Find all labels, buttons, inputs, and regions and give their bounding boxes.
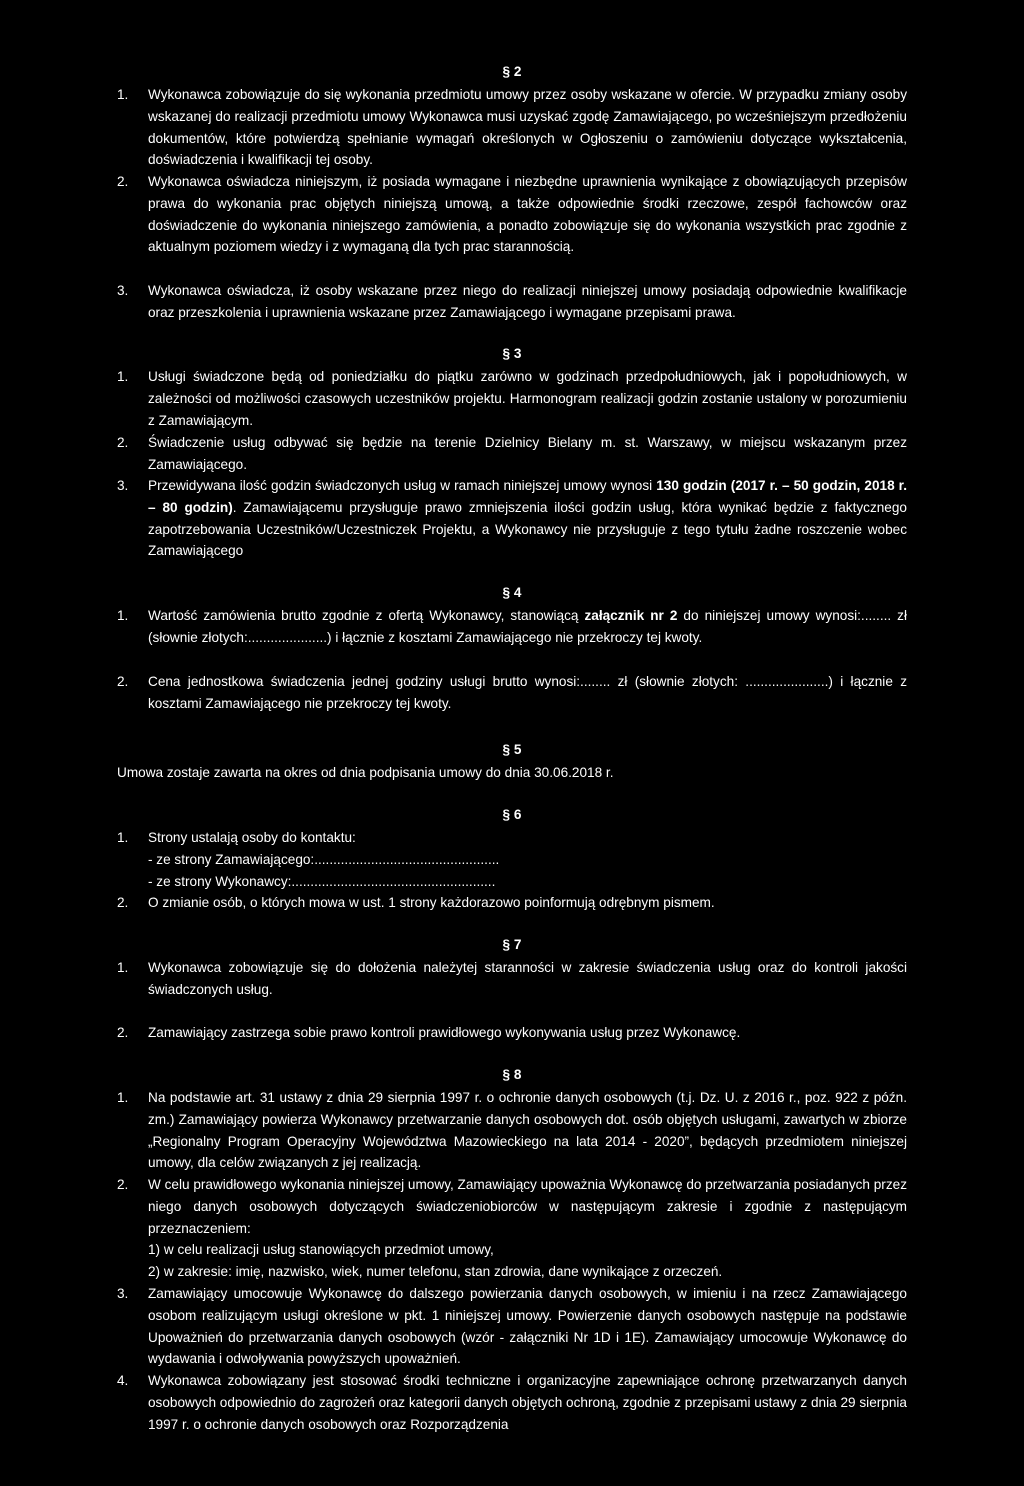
item-number: 2. [117,435,129,450]
item-text: Cena jednostkowa świadczenia jednej godziny usługi brutto wynosi:........ zł (słownie złotych: ......................) i łącznie z kosztami Zamawiającego nie przekroczy tej kwoty. [148,674,907,711]
section-7-item-1 [117,957,907,1001]
section-8-item-2 [117,1174,907,1283]
section-6-heading: § 6 [502,807,522,822]
item-text: Wykonawca zobowiązuje się do dołożenia należytej staranności w zakresie świadczenia usług oraz do kontroli jakości świadczonych usług. [148,960,907,997]
section-8-item-1 [117,1087,907,1174]
section-6-item-2 [117,892,907,914]
section-6-item-1 [117,827,907,892]
item-number: 1. [117,369,129,384]
section-2-item-1 [117,84,907,171]
section-3-item-3 [117,475,907,562]
item-text: O zmianie osób, o których mowa w ust. 1 strony każdorazowo poinformują odrębnym pismem. [148,895,715,910]
item-text-part: Wartość zamówienia brutto zgodnie z ofertą Wykonawcy, stanowiącą [148,608,585,623]
item-number: 2. [117,895,129,910]
section-7-item-2 [117,1022,907,1044]
section-2-heading: § 2 [502,64,522,79]
section-3-item-1 [117,366,907,431]
item-text: Wykonawca oświadcza, iż osoby wskazane przez niego do realizacji niniejszej umowy posiadają odpowiednie kwalifikacje oraz przeszkolenia i uprawnienia wskazane przez Zamawiającego i wymagane przepisami prawa. [148,283,907,320]
purpose-line-1: 1) w celu realizacji usług stanowiących przedmiot umowy, [148,1242,494,1258]
contact-contractor-line: - ze strony Wykonawcy:...................................................... [148,873,496,889]
section-4-heading: § 4 [502,585,522,600]
item-text: Zamawiający zastrzega sobie prawo kontroli prawidłowego wykonywania usług przez Wykonawcę. [148,1025,741,1040]
item-number: 3. [117,478,129,493]
item-text-part: . Zamawiającemu przysługuje prawo zmniejszenia ilości godzin usług, która wynikać będzie z faktycznego zapotrzebowania Uczestników/Uczestniczek Projektu, a Wykonawcy nie przysługuje z tego tytułu żadne roszczenie wobec Zamawiającego [148,499,907,559]
section-5-heading: § 5 [502,742,522,757]
item-text [148,605,907,649]
item-number: 3. [117,1286,129,1301]
item-text: W celu prawidłowego wykonania niniejszej umowy, Zamawiający upoważnia Wykonawcę do przetwarzania posiadanych przez niego danych osobowych dotyczących świadczeniobiorców w następującym zakresie i zgodnie z następującym przeznaczeniem: [148,1177,907,1236]
item-text: Strony ustalają osoby do kontaktu: [148,830,356,845]
section-3-heading: § 3 [502,346,522,361]
item-text: Na podstawie art. 31 ustawy z dnia 29 sierpnia 1997 r. o ochronie danych osobowych (t.j. Dz. U. z 2016 r., poz. 922 z późn. zm.) Zamawiający powierza Wykonawcy przetwarzanie danych osobowych dot. osób objętych usługami, zawartych w zbiorze „Regionalny Program Operacyjny Województwa Mazowieckiego na lata 2014 - 2020”, będących przedmiotem niniejszej umowy, dla celów związanych z jej realizacją. [148,1090,907,1171]
purpose-line-2: 2) w zakresie: imię, nazwisko, wiek, numer telefonu, stan zdrowia, dane wynikające z orzeczeń. [148,1264,723,1280]
item-text [148,475,907,562]
item-text: Usługi świadczone będą od poniedziałku do piątku zarówno w godzinach przedpołudniowych, jak i popołudniowych, w zależności od możliwości czasowych uczestników projektu. Harmonogram realizacji godzin zostanie ustalony w porozumieniu z Zamawiającym. [148,369,907,428]
item-number: 1. [117,1090,129,1105]
section-4-item-2 [117,671,907,715]
item-text: Świadczenie usług odbywać się będzie na terenie Dzielnicy Bielany m. st. Warszawy, w miejscu wskazanym przez Zamawiającego. [148,435,907,472]
item-text: Wykonawca zobowiązany jest stosować środki techniczne i organizacyjne zapewniające ochronę przetwarzanych danych osobowych odpowiednio do zagrożeń oraz kategorii danych objętych ochroną, zgodnie z przepisami ustawy z dnia 29 sierpnia 1997 r. o ochronie danych osobowych oraz Rozporządzenia [148,1373,907,1432]
contact-employer-line: - ze strony Zamawiającego:................................................. [148,851,500,867]
item-number: 2. [117,674,129,689]
section-8-heading: § 8 [502,1067,522,1082]
section-8-item-4 [117,1370,907,1435]
section-8-item-3 [117,1283,907,1370]
item-text-part: do niniejszej umowy wynosi:........ zł (słownie złotych:.....................) i łącznie z kosztami Zamawiającego nie przekroczy tej kwoty. [148,608,907,645]
hours-emphasis: 130 godzin (2017 r. – 50 godzin, 2018 r. – 80 godzin) [148,478,907,515]
section-4-item-1 [117,605,907,649]
attachment-emphasis: załącznik nr 2 [584,608,678,623]
item-number: 2. [117,1177,129,1192]
item-number: 4. [117,1373,129,1388]
item-text: Zamawiający umocowuje Wykonawcę do dalszego powierzania danych osobowych, w imieniu i na rzecz Zamawiającego osobom realizującym usługi określone w pkt. 1 niniejszej umowy. Powierzenie danych osobowych następuje na podstawie Upoważnień do przetwarzania danych osobowych (wzór - załączniki Nr 1D i 1E). Zamawiający umocowuje Wykonawcę do wydawania i odwoływania powyższych upoważnień. [148,1286,907,1367]
section-2-item-3 [117,280,907,324]
section-3-item-2 [117,432,907,476]
item-number: 1. [117,87,129,102]
item-number: 1. [117,830,129,845]
item-number: 2. [117,1025,129,1040]
item-number: 3. [117,283,129,298]
item-text-part: Przewidywana ilość godzin świadczonych usług w ramach niniejszej umowy wynosi [148,478,657,493]
item-text: Wykonawca zobowiązuje do się wykonania przedmiotu umowy przez osoby wskazane w ofercie. W przypadku zmiany osoby wskazanej do realizacji przedmiotu umowy Wykonawca musi uzyskać zgodę Zamawiającego, po wcześniejszym przedłożeniu dokumentów, które potwierdzą spełnianie wymagań określonych w Ogłoszeniu o zamówieniu dotyczące wykształcenia, doświadczenia i kwalifikacji tej osoby. [148,87,907,168]
section-5-text: Umowa zostaje zawarta na okres od dnia podpisania umowy do dnia 30.06.2018 r. [117,765,614,780]
section-7-heading: § 7 [502,937,522,952]
item-number: 2. [117,174,129,189]
item-text: Wykonawca oświadcza niniejszym, iż posiada wymagane i niezbędne uprawnienia wynikające z obowiązujących przepisów prawa do wykonania prac objętych niniejszą umową, a także odpowiednie środki rzeczowe, zespół fachowców oraz doświadczenie do wykonania niniejszego zamówienia, a ponadto zobowiązuje się do wykonania wszystkich prac zgodnie z aktualnym poziomem wiedzy i z wymaganą dla tych prac starannością. [148,174,907,255]
item-number: 1. [117,960,129,975]
item-number: 1. [117,608,129,623]
section-2-item-2 [117,171,907,258]
